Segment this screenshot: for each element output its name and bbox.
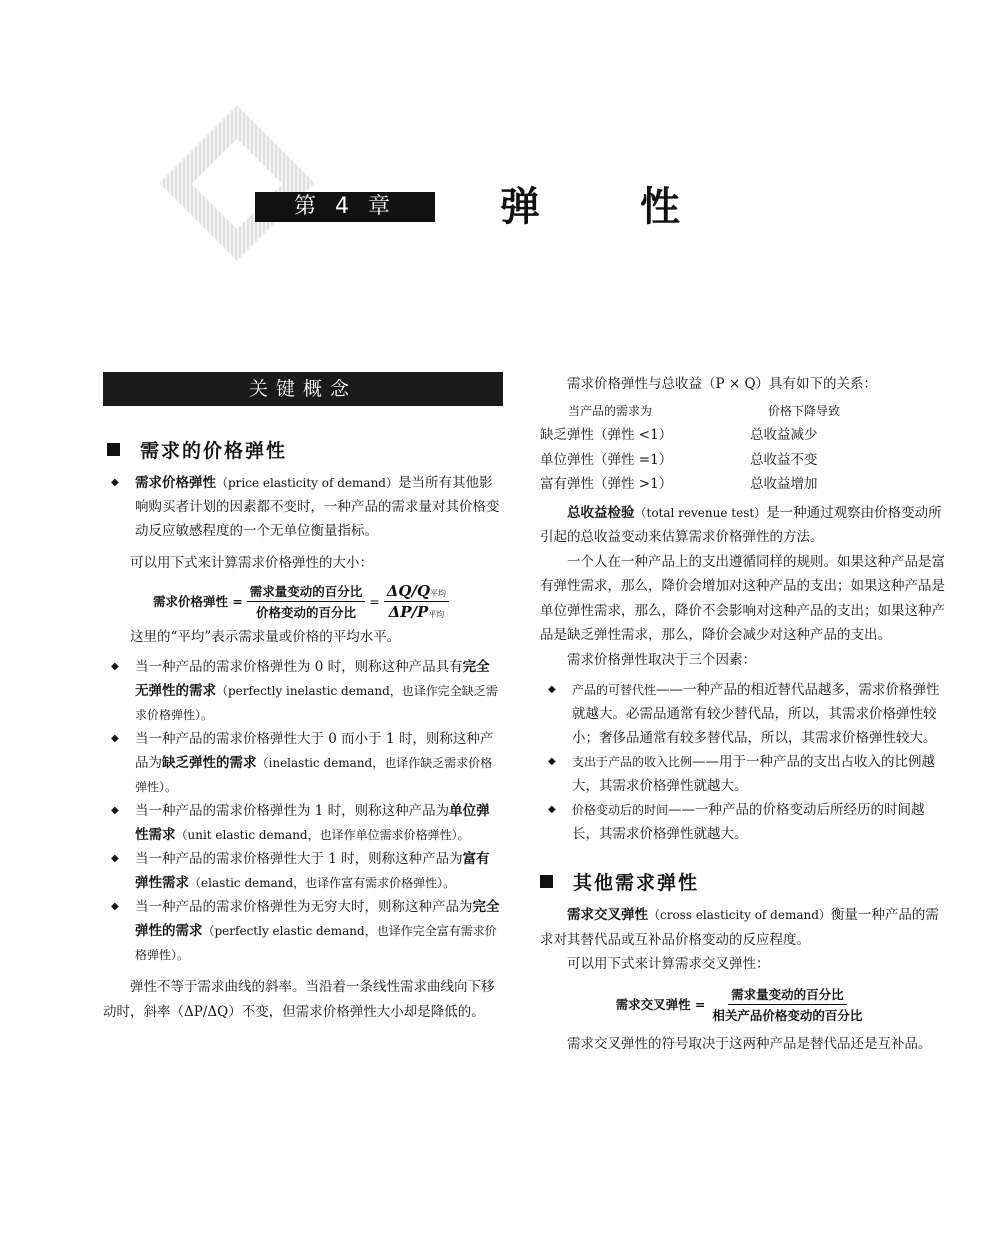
formula-numerator-symbolic: ΔQ/Q: [386, 581, 431, 600]
section-title: 需求的价格弹性: [140, 440, 288, 462]
factors-intro: 需求价格弹性取决于三个因素：: [567, 651, 756, 668]
item-text: （unit elastic demand，也译作单位需求价格弹性）。: [175, 828, 470, 842]
factor-lead: 支出于产品的收入比例: [572, 755, 693, 769]
table-cell: 单位弹性（弹性 =1）: [540, 451, 673, 468]
term-english: （total revenue test）: [634, 505, 767, 520]
item-text: 当一种产品的需求价格弹性为 1 时，则称这种产品为: [135, 803, 450, 819]
formula-numerator: 需求量变动的百分比: [247, 582, 366, 602]
term: 需求价格弹性: [135, 475, 216, 491]
formula-fraction: [247, 582, 366, 621]
cross-elasticity-definition: [540, 903, 945, 952]
definition-text: 是当所有其他影响购买者计划的因素都不变时，一种产品的需求量对其价格变动反应敏感程度的一个无单位衡量指标。: [135, 475, 500, 539]
relation-intro: 需求价格弹性与总收益（P × Q）具有如下的关系：: [567, 376, 878, 392]
item-text: 当一种产品的需求价格弹性大于 0 而小于 1 时，则称这种产品为: [135, 731, 494, 771]
term: 总收益检验: [567, 504, 635, 521]
formula-intro: 可以用下式来计算需求价格弹性的大小：: [130, 555, 373, 571]
table-cell: 总收益减少: [750, 427, 818, 443]
table-header: [540, 399, 945, 424]
list-item: [540, 678, 945, 750]
formula-denominator: 价格变动的百分比: [256, 604, 357, 620]
formula-denominator: 相关产品价格变动的百分比: [712, 1007, 863, 1023]
item-text: 当一种产品的需求价格弹性为 0 时，则称这种产品具有: [135, 659, 463, 675]
item-text: （inelastic demand，也译作缺乏需求价格弹性）。: [135, 756, 493, 794]
term: 完全弹性的需求: [135, 899, 500, 939]
formula-lhs: 需求交叉弹性 =: [615, 997, 706, 1012]
section-heading: [540, 868, 945, 895]
term: 完全无弹性的需求: [135, 659, 490, 699]
formula-lhs: 需求价格弹性 =: [152, 594, 243, 609]
item-text: 当一种产品的需求价格弹性为无穷大时，则称这种产品为: [135, 899, 473, 915]
subscript-avg: 平均: [430, 588, 447, 598]
definition-bullet: [103, 471, 503, 543]
subscript-avg: 平均: [428, 609, 445, 619]
item-text: ——用于一种产品的支出占收入的比例越大，其需求价格弹性就越大。: [572, 754, 936, 794]
total-revenue-test: [540, 501, 945, 550]
diamond-bullet-icon: ◆: [111, 733, 119, 744]
definition-text: 衡量一种产品的需求对其替代品或互补品价格变动的反应程度。: [540, 907, 939, 948]
item-text: ——一种产品的价格变动后所经历的时间越长，其需求价格弹性就越大。: [572, 802, 925, 842]
formula-note: 这里的“平均”表示需求量或价格的平均水平。: [130, 628, 401, 645]
left-column: [103, 372, 503, 1024]
list-item: [540, 750, 945, 798]
key-concepts-banner: 关键概念: [103, 372, 503, 406]
column-header: 价格下降导致: [768, 403, 841, 418]
formula-fraction: [709, 985, 865, 1024]
definition-text: 是一种通过观察由价格变动所引起的总收益变动来估算需求价格弹性的方法。: [540, 504, 942, 545]
column-header: 当产品的需求为: [568, 403, 653, 418]
formula-fraction-symbolic: [384, 582, 449, 621]
slope-paragraph: 弹性不等于需求曲线的斜率。当沿着一条线性需求曲线向下移动时，斜率（ΔP/ΔQ）不变，但需求价格弹性大小却是降低的。: [103, 979, 495, 1020]
diamond-bullet-icon: ◆: [111, 661, 119, 672]
table-row: [540, 423, 945, 448]
chapter-label: 第 4 章: [255, 192, 435, 222]
item-text: 当一种产品的需求价格弹性大于 1 时，则称这种产品为: [135, 851, 463, 867]
term-english: （cross elasticity of demand）: [648, 908, 831, 922]
term-english: （price elasticity of demand）: [216, 476, 398, 490]
list-item: [103, 847, 503, 895]
price-elasticity-formula: [103, 582, 503, 621]
list-item: [103, 895, 503, 967]
square-bullet-icon: [540, 875, 553, 888]
item-text: （perfectly inelastic demand，也译作完全缺乏需求价格弹性）。: [135, 684, 498, 722]
list-item: [103, 655, 503, 727]
revenue-relation-table: [540, 399, 945, 497]
cross-elasticity-formula: [540, 985, 945, 1024]
table-row: [540, 448, 945, 473]
term: 缺乏弹性的需求: [162, 755, 257, 771]
sign-paragraph: 需求交叉弹性的符号取决于这两种产品是替代品还是互补品。: [567, 1035, 932, 1052]
square-bullet-icon: [107, 443, 120, 456]
item-text: ——一种产品的相近替代品越多，需求价格弹性就越大。必需品通常有较少替代品，所以，其需求价格弹性较小；奢侈品通常有较多替代品，所以，其需求价格弹性较大。: [572, 682, 940, 746]
chapter-title: 弹性: [500, 184, 780, 230]
diamond-bullet-icon: ◆: [111, 853, 119, 864]
term: 单位弹性需求: [135, 803, 490, 843]
diamond-bullet-icon: ◆: [111, 901, 119, 912]
table-cell: 缺乏弹性（弹性 <1）: [540, 427, 673, 443]
diamond-bullet-icon: ◆: [548, 684, 556, 695]
formula-denominator-symbolic: ΔP/P: [388, 602, 429, 621]
term: 富有弹性需求: [135, 851, 490, 891]
item-text: （elastic demand，也译作富有需求价格弹性）。: [189, 876, 456, 890]
section-heading: [103, 436, 503, 463]
factor-lead: 产品的可替代性: [572, 683, 657, 697]
spending-paragraph: 一个人在一种产品上的支出遵循同样的规则。如果这种产品是富有弹性需求，那么，降价会增加对这种产品的支出；如果这种产品是单位弹性需求，那么，降价不会影响对这种产品的支出；如果这种产品是缺乏弹性需求，那么，降价会减少对这种产品的支出。: [540, 553, 945, 643]
factor-lead: 价格变动后的时间: [572, 803, 669, 817]
section-title: 其他需求弹性: [573, 872, 700, 894]
term: 需求交叉弹性: [567, 907, 648, 923]
table-cell: 富有弹性（弹性 >1）: [540, 476, 673, 492]
table-row: [540, 472, 945, 497]
formula-numerator: 需求量变动的百分比: [728, 985, 847, 1005]
list-item: [103, 727, 503, 799]
diamond-bullet-icon: ◆: [548, 756, 556, 767]
formula-equals: =: [369, 593, 380, 609]
diamond-bullet-icon: ◆: [111, 805, 119, 816]
right-column: [540, 372, 945, 1056]
diamond-bullet-icon: ◆: [548, 804, 556, 815]
list-item: [103, 799, 503, 847]
table-cell: 总收益增加: [750, 476, 818, 492]
table-cell: 总收益不变: [750, 451, 818, 468]
diamond-bullet-icon: ◆: [111, 477, 119, 488]
list-item: [540, 798, 945, 846]
item-text: （perfectly elastic demand，也译作完全富有需求价格弹性）。: [135, 924, 497, 962]
cross-formula-intro: 可以用下式来计算需求交叉弹性：: [567, 956, 770, 972]
